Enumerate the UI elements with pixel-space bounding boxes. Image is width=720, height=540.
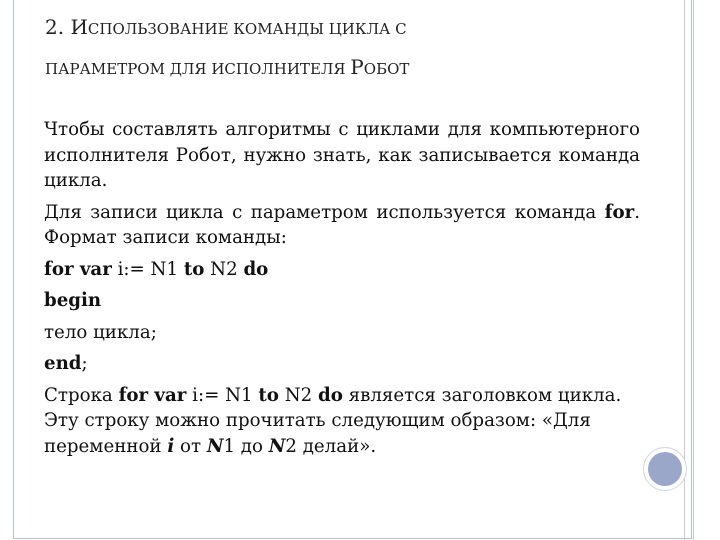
- title-line2-wrap: [45, 48, 645, 88]
- para3-part6: 2 делай».: [285, 435, 377, 457]
- para3-kw-for-var: for var: [118, 384, 187, 406]
- code-kw-do: do: [243, 258, 269, 280]
- code-kw-to: to: [183, 258, 205, 280]
- para3-part4: от: [174, 435, 207, 457]
- para2-start: Для записи цикла с параметром используется команда: [44, 201, 605, 223]
- code-line-body: тело цикла;: [44, 321, 157, 343]
- para3-kw-to: to: [258, 384, 279, 406]
- para3-start: Строка: [44, 384, 119, 406]
- code-part2: N2: [204, 258, 244, 280]
- paragraph-explanation: [44, 383, 640, 460]
- code-kw-end: end: [44, 353, 82, 374]
- title-cap-2: Р: [350, 55, 364, 79]
- code-kw-begin: begin: [44, 290, 102, 311]
- title-number: 2.: [45, 15, 65, 39]
- decor-circle-icon: [648, 452, 682, 486]
- title-line1: СПОЛЬЗОВАНИЕ КОМАНДЫ ЦИКЛА С: [87, 20, 407, 38]
- code-line-for: [44, 257, 640, 283]
- paragraph-intro: Чтобы составлять алгоритмы с циклами для компьютерного исполнителя Робот, нужно знать, как записывается команда цикла.: [44, 119, 640, 191]
- code-end-punct: ;: [81, 353, 88, 374]
- paragraph-format: [44, 200, 640, 251]
- para3-var-n1: N: [206, 435, 224, 457]
- title-line2-end: ОБОТ: [363, 60, 410, 78]
- para3-part3: является заголовком цикла. Эту строку можно прочитать следующим образом: «Для переменной: [44, 384, 622, 457]
- para3-part2: N2: [278, 384, 318, 406]
- code-line-begin: [44, 288, 640, 314]
- right-decor-bar: [684, 0, 694, 540]
- para2-end: . Формат записи команды:: [44, 201, 640, 248]
- para3-var-n2: N: [268, 435, 286, 457]
- code-line-end: [44, 351, 640, 377]
- para3-part1: i:= N1: [186, 384, 259, 406]
- para3-part5: 1 до: [223, 435, 269, 457]
- slide-body: [44, 117, 640, 465]
- title-line2: ПАРАМЕТРОМ ДЛЯ ИСПОЛНИТЕЛЯ: [45, 60, 351, 78]
- para3-kw-do: do: [318, 384, 343, 406]
- code-part1: i:= N1: [111, 258, 184, 280]
- para2-keyword: for: [604, 201, 635, 223]
- code-kw-for-var: for var: [44, 258, 112, 280]
- title-cap-1: И: [70, 15, 88, 39]
- para3-var-i: i: [167, 435, 175, 457]
- slide-title: [45, 8, 645, 88]
